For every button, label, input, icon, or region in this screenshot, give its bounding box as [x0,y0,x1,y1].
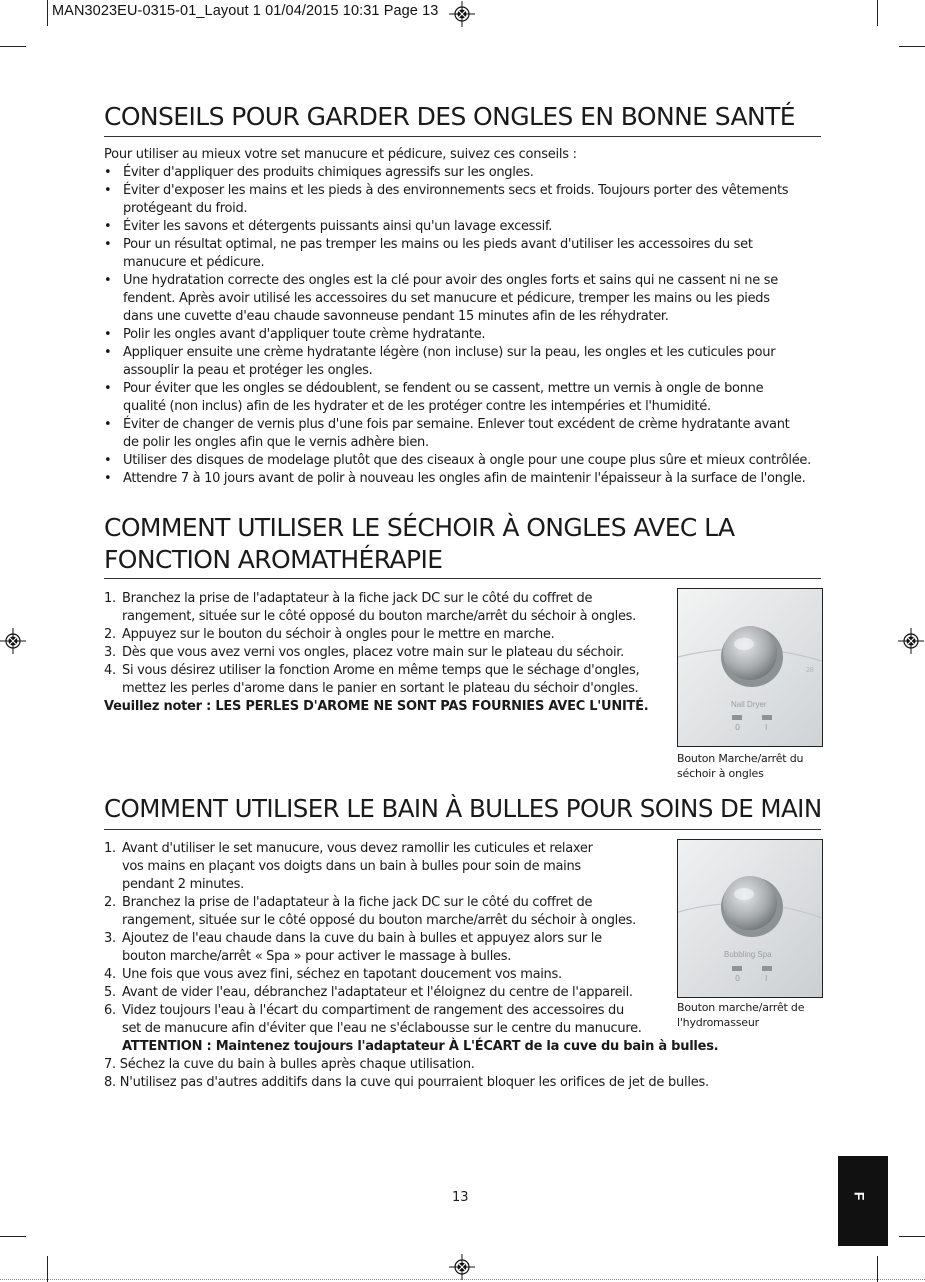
tip-line: • Pour éviter que les ongles se dédoublent, se fendent ou se cassent, mettre un vernis à ongle de bonne [123,381,764,396]
switch-off-label: 0 [735,723,741,732]
tip-line: dans une cuvette d'eau chaude savonneuse pendant 15 minutes afin de les réhydrater. [123,309,669,324]
bubble-spa-photo [677,839,823,998]
bubble-spa-label: Bubbling Spa [724,950,772,959]
section-title-nail-dryer-line2: FONCTION AROMATHÉRAPIE [104,545,443,574]
section-intro: Pour utiliser au mieux votre set manucure et pédicure, suivez ces conseils : [104,147,577,162]
nail-dryer-step [104,644,639,662]
step-line: Ajoutez de l'eau chaude dans la cuve du bain à bulles et appuyez alors sur le [122,931,602,946]
step-line: Avant d'utiliser le set manucure, vous devez ramollir les cuticules et relaxer [122,841,593,856]
tip-item [104,272,824,326]
nail-dryer-side-mark: 28 [806,667,814,674]
crop-mark [899,1236,925,1237]
tip-item [104,452,824,470]
title-rule [104,136,821,137]
tip-line: qualité (non inclus) afin de les hydrater et de les protéger contre les intempéries et l'humidité. [123,399,711,414]
step-line: Branchez la prise de l'adaptateur à la fiche jack DC sur le côté du coffret de [122,895,593,910]
bubble-spa-step [104,840,642,894]
nail-dryer-label: Nail Dryer [731,700,767,709]
crop-mark [877,0,878,26]
registration-mark-icon [0,628,26,654]
tip-line: • Éviter de changer de vernis plus d'une fois par semaine. Enlever tout excédent de crème hydratante avant [123,417,790,432]
registration-mark-icon [449,1254,475,1280]
tip-line: • Utiliser des disques de modelage plutôt que des ciseaux à ongle pour une coupe plus sûre et mieux contrôlée. [123,453,811,468]
crop-mark [0,1236,26,1237]
bubble-spa-button-illustration [678,840,822,997]
printer-slug: MAN3023EU-0315-01_Layout 1 01/04/2015 10:31 Page 13 [52,3,439,19]
bubble-spa-step [104,984,642,1002]
nail-dryer-steps [104,590,639,698]
nail-dryer-note: Veuillez noter : LES PERLES D'AROME NE SONT PAS FOURNIES AVEC L'UNITÉ. [104,699,649,714]
switch-off-label: 0 [735,974,741,983]
step-line: rangement, située sur le côté opposé du bouton marche/arrêt du séchoir à ongles. [122,609,636,624]
tip-line: assouplir la peau et protéger les ongles. [123,363,373,378]
step-line: Videz toujours l'eau à l'écart du compartiment de rangement des accessoires du [122,1003,624,1018]
tip-item [104,326,824,344]
step-number: 3. [104,645,116,660]
registration-mark-icon [449,1,475,27]
title-rule [104,578,821,579]
tip-line: • Éviter d'exposer les mains et les pieds à des environnements secs et froids. Toujours porter des vêtements [123,183,789,198]
tip-item [104,470,824,488]
nail-dryer-photo [677,588,823,747]
step-line: Si vous désirez utiliser la fonction Arome en même temps que le séchage d'ongles, [122,663,640,678]
tip-item [104,218,824,236]
bubble-spa-step [104,1002,642,1038]
crop-mark [0,46,26,47]
language-tab-letter: F [851,1191,868,1201]
bubble-spa-step [104,930,642,966]
language-tab [838,1156,888,1246]
step-line: mettez les perles d'arome dans le panier en sortant le plateau du séchoir d'ongles. [122,681,639,696]
step-line: pendant 2 minutes. [122,877,244,892]
crop-mark [47,0,48,26]
tip-item [104,380,824,416]
tip-item [104,416,824,452]
step-line: set de manucure afin d'éviter que l'eau ne s'éclabousse sur le centre du manucure. [122,1021,642,1036]
bubble-spa-attention: ATTENTION : Maintenez toujours l'adaptateur À L'ÉCART de la cuve du bain à bulles. [122,1039,719,1054]
nail-dryer-step [104,662,639,698]
step-line: Dès que vous avez verni vos ongles, placez votre main sur le plateau du séchoir. [122,645,624,660]
step-number: 4. [104,967,116,982]
switch-on-label: I [765,723,768,732]
tip-line: fendent. Après avoir utilisé les accessoires du set manucure et pédicure, tremper les mains ou les pieds [123,291,770,306]
nail-dryer-button-illustration [678,589,822,746]
section-title-nail-health: CONSEILS POUR GARDER DES ONGLES EN BONNE SANTÉ [104,102,795,131]
step-number: 4. [104,663,116,678]
step-line: Appuyez sur le bouton du séchoir à ongles pour le mettre en marche. [122,627,555,642]
step-number: 5. [104,985,116,1000]
step-line: Une fois que vous avez fini, séchez en tapotant doucement vos mains. [122,967,562,982]
tip-line: • Polir les ongles avant d'appliquer toute crème hydratante. [123,327,486,342]
bubble-spa-caption-line2: l'hydromasseur [677,1016,759,1029]
bubble-spa-step [104,966,642,984]
page-number: 13 [452,1190,469,1205]
tip-item [104,182,824,218]
step-line: Avant de vider l'eau, débranchez l'adaptateur et l'éloignez du centre de l'appareil. [122,985,633,1000]
switch-on-label: I [765,974,768,983]
tip-line: • Éviter les savons et détergents puissants ainsi qu'un lavage excessif. [123,219,553,234]
step-number: 3. [104,931,116,946]
nail-dryer-step [104,626,639,644]
tip-line: • Éviter d'appliquer des produits chimiques agressifs sur les ongles. [123,165,534,180]
step-line: vos mains en plaçant vos doigts dans un bain à bulles pour soin de mains [122,859,581,874]
step-number: 2. [104,895,116,910]
title-rule [104,829,821,830]
nail-dryer-caption-line2: séchoir à ongles [677,767,764,780]
tip-line: manucure et pédicure. [123,255,265,270]
tips-list [104,164,824,488]
bubble-spa-step [104,894,642,930]
section-title-bubble-spa: COMMENT UTILISER LE BAIN À BULLES POUR SOINS DE MAIN [104,794,822,823]
tip-item [104,164,824,182]
step-number: 6. [104,1003,116,1018]
nail-dryer-caption [677,751,803,781]
step-line: bouton marche/arrêt « Spa » pour activer le massage à bulles. [122,949,512,964]
section-title-nail-dryer-line1: COMMENT UTILISER LE SÉCHOIR À ONGLES AVEC LA [104,513,735,542]
tip-line: • Attendre 7 à 10 jours avant de polir à nouveau les ongles afin de maintenir l'épaisseur à la surface de l'ongle. [123,471,806,486]
tip-item [104,344,824,380]
tip-line: de polir les ongles afin que le vernis adhère bien. [123,435,429,450]
tip-item [104,236,824,272]
nail-dryer-step [104,590,639,626]
bubble-spa-steps [104,840,642,1038]
tip-line: • Pour un résultat optimal, ne pas tremper les mains ou les pieds avant d'utiliser les accessoires du set [123,237,753,252]
tip-line: • Appliquer ensuite une crème hydratante légère (non incluse) sur la peau, les ongles et les cuticules pour [123,345,776,360]
step-number: 2. [104,627,116,642]
crop-mark [899,46,925,47]
step-line: Branchez la prise de l'adaptateur à la fiche jack DC sur le côté du coffret de [122,591,593,606]
registration-mark-icon [898,628,924,654]
step-number: 1. [104,591,116,606]
bubble-spa-caption-line1: Bouton marche/arrêt de [677,1001,805,1014]
nail-dryer-caption-line1: Bouton Marche/arrêt du [677,752,804,765]
step-number: 1. [104,841,116,856]
bubble-spa-step-7: 7. Séchez la cuve du bain à bulles après chaque utilisation. [104,1057,475,1072]
step-line: rangement, située sur le côté opposé du bouton marche/arrêt du séchoir à ongles. [122,913,636,928]
bubble-spa-step-8: 8. N'utilisez pas d'autres additifs dans la cuve qui pourraient bloquer les orifices de jet de bulles. [104,1075,709,1090]
tip-line: • Une hydratation correcte des ongles est la clé pour avoir des ongles forts et sains qui ne cassent ni ne se [123,273,778,288]
bubble-spa-caption [677,1000,804,1030]
tip-line: protégeant du froid. [123,201,248,216]
